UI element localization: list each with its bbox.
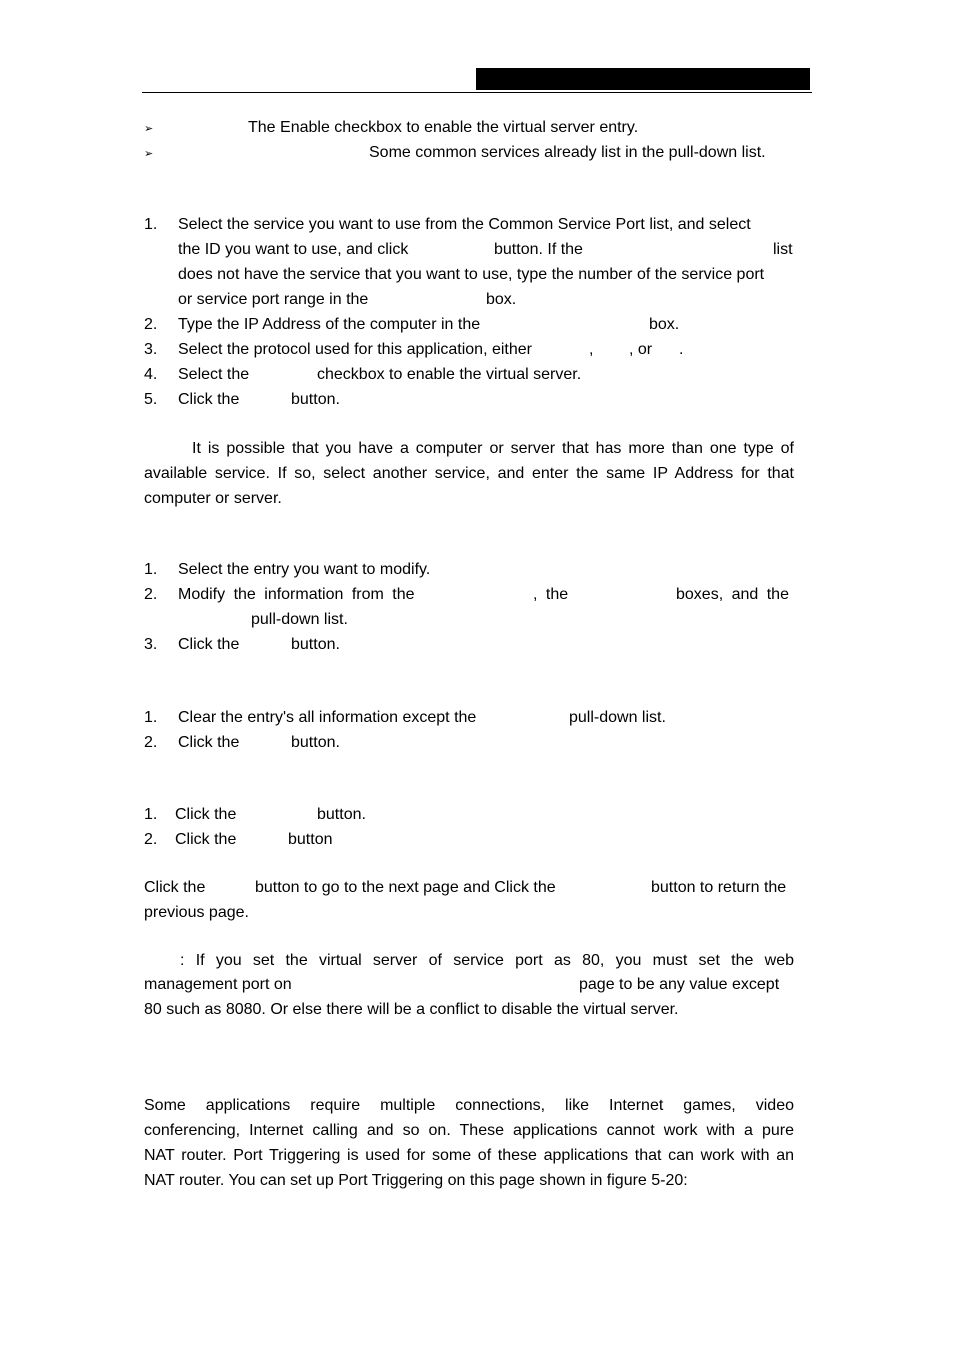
- add-step-3c: , or: [629, 341, 653, 358]
- delete-step-1a: Clear the entry's all information except the: [178, 709, 477, 726]
- add-step-1-line-1: Select the service you want to use from the Common Service Port list, and select: [178, 216, 751, 233]
- add-step-3d: .: [679, 341, 684, 358]
- step-number: 4.: [144, 366, 158, 383]
- modify-step-2a: Modify the information from the: [178, 586, 415, 603]
- paging-line-1b: button to go to the next page and Click the: [255, 879, 556, 896]
- note2-line-3: 80 such as 8080. Or else there will be a conflict to disable the virtual server.: [144, 1001, 679, 1018]
- add-step-1-line-3: does not have the service that you want to use, type the number of the service port: [178, 266, 765, 283]
- step-number: 3.: [144, 636, 158, 653]
- clear-step-2a: Click the: [175, 831, 237, 848]
- add-step-1-line-2c: list: [773, 241, 793, 258]
- paging-line-2: previous page.: [144, 904, 249, 921]
- step-number: 5.: [144, 391, 158, 408]
- bullet-arrow-icon: ➢: [144, 148, 154, 160]
- header-bar: [476, 68, 810, 90]
- modify-step-1: Select the entry you want to modify.: [178, 561, 431, 578]
- note1-line-3: computer or server.: [144, 490, 282, 507]
- header-rule: [142, 92, 812, 93]
- add-step-2b: box.: [649, 316, 680, 333]
- step-number: 1.: [144, 561, 158, 578]
- bullet-common-service: Some common services already list in the pull-down list.: [369, 144, 766, 161]
- step-number: 1.: [144, 216, 158, 233]
- delete-step-2b: button.: [291, 734, 340, 751]
- add-step-5a: Click the: [178, 391, 240, 408]
- modify-step-3a: Click the: [178, 636, 240, 653]
- step-number: 3.: [144, 341, 158, 358]
- step-number: 2.: [144, 316, 158, 333]
- add-step-5b: button.: [291, 391, 340, 408]
- add-step-4b: checkbox to enable the virtual server.: [317, 366, 582, 383]
- modify-step-2d: pull-down list.: [251, 611, 348, 628]
- add-step-3a: Select the protocol used for this application, either: [178, 341, 532, 358]
- note2-line-2a: management port on: [144, 976, 292, 993]
- delete-step-1b: pull-down list.: [569, 709, 666, 726]
- note1-line-1: It is possible that you have a computer or server that has more than one type of: [192, 440, 794, 457]
- modify-step-3b: button.: [291, 636, 340, 653]
- note1-line-2: available service. If so, select another service, and enter the same IP Address for that: [144, 465, 794, 482]
- intro-line-4: NAT router. You can set up Port Triggering on this page shown in figure 5-20:: [144, 1172, 688, 1189]
- paging-line-1c: button to return the: [651, 879, 787, 896]
- delete-step-2a: Click the: [178, 734, 240, 751]
- modify-step-2b: , the: [533, 586, 569, 603]
- add-step-1-line-2a: the ID you want to use, and click: [178, 241, 409, 258]
- bullet-enable: The Enable checkbox to enable the virtual server entry.: [248, 119, 639, 136]
- step-number: 2.: [144, 734, 158, 751]
- intro-line-2: conferencing, Internet calling and so on. These applications cannot work with a pure: [144, 1122, 794, 1139]
- note2-line-2b: page to be any value except: [579, 976, 780, 993]
- add-step-4a: Select the: [178, 366, 250, 383]
- clear-step-1a: Click the: [175, 806, 237, 823]
- note2-line-1: : If you set the virtual server of service port as 80, you must set the web: [180, 952, 794, 969]
- step-number: 2.: [144, 831, 158, 848]
- clear-step-1b: button.: [317, 806, 366, 823]
- step-number: 1.: [144, 806, 158, 823]
- add-step-3b: ,: [589, 341, 594, 358]
- step-number: 1.: [144, 709, 158, 726]
- add-step-1-line-4b: box.: [486, 291, 517, 308]
- modify-step-2c: boxes, and the: [676, 586, 789, 603]
- add-step-1-line-2b: button. If the: [494, 241, 583, 258]
- step-number: 2.: [144, 586, 158, 603]
- add-step-1-line-4a: or service port range in the: [178, 291, 369, 308]
- paging-line-1a: Click the: [144, 879, 206, 896]
- clear-step-2b: button: [288, 831, 333, 848]
- intro-line-1: Some applications require multiple connections, like Internet games, video: [144, 1097, 794, 1114]
- intro-line-3: NAT router. Port Triggering is used for some of these applications that can work with an: [144, 1147, 794, 1164]
- bullet-arrow-icon: ➢: [144, 123, 154, 135]
- add-step-2a: Type the IP Address of the computer in the: [178, 316, 481, 333]
